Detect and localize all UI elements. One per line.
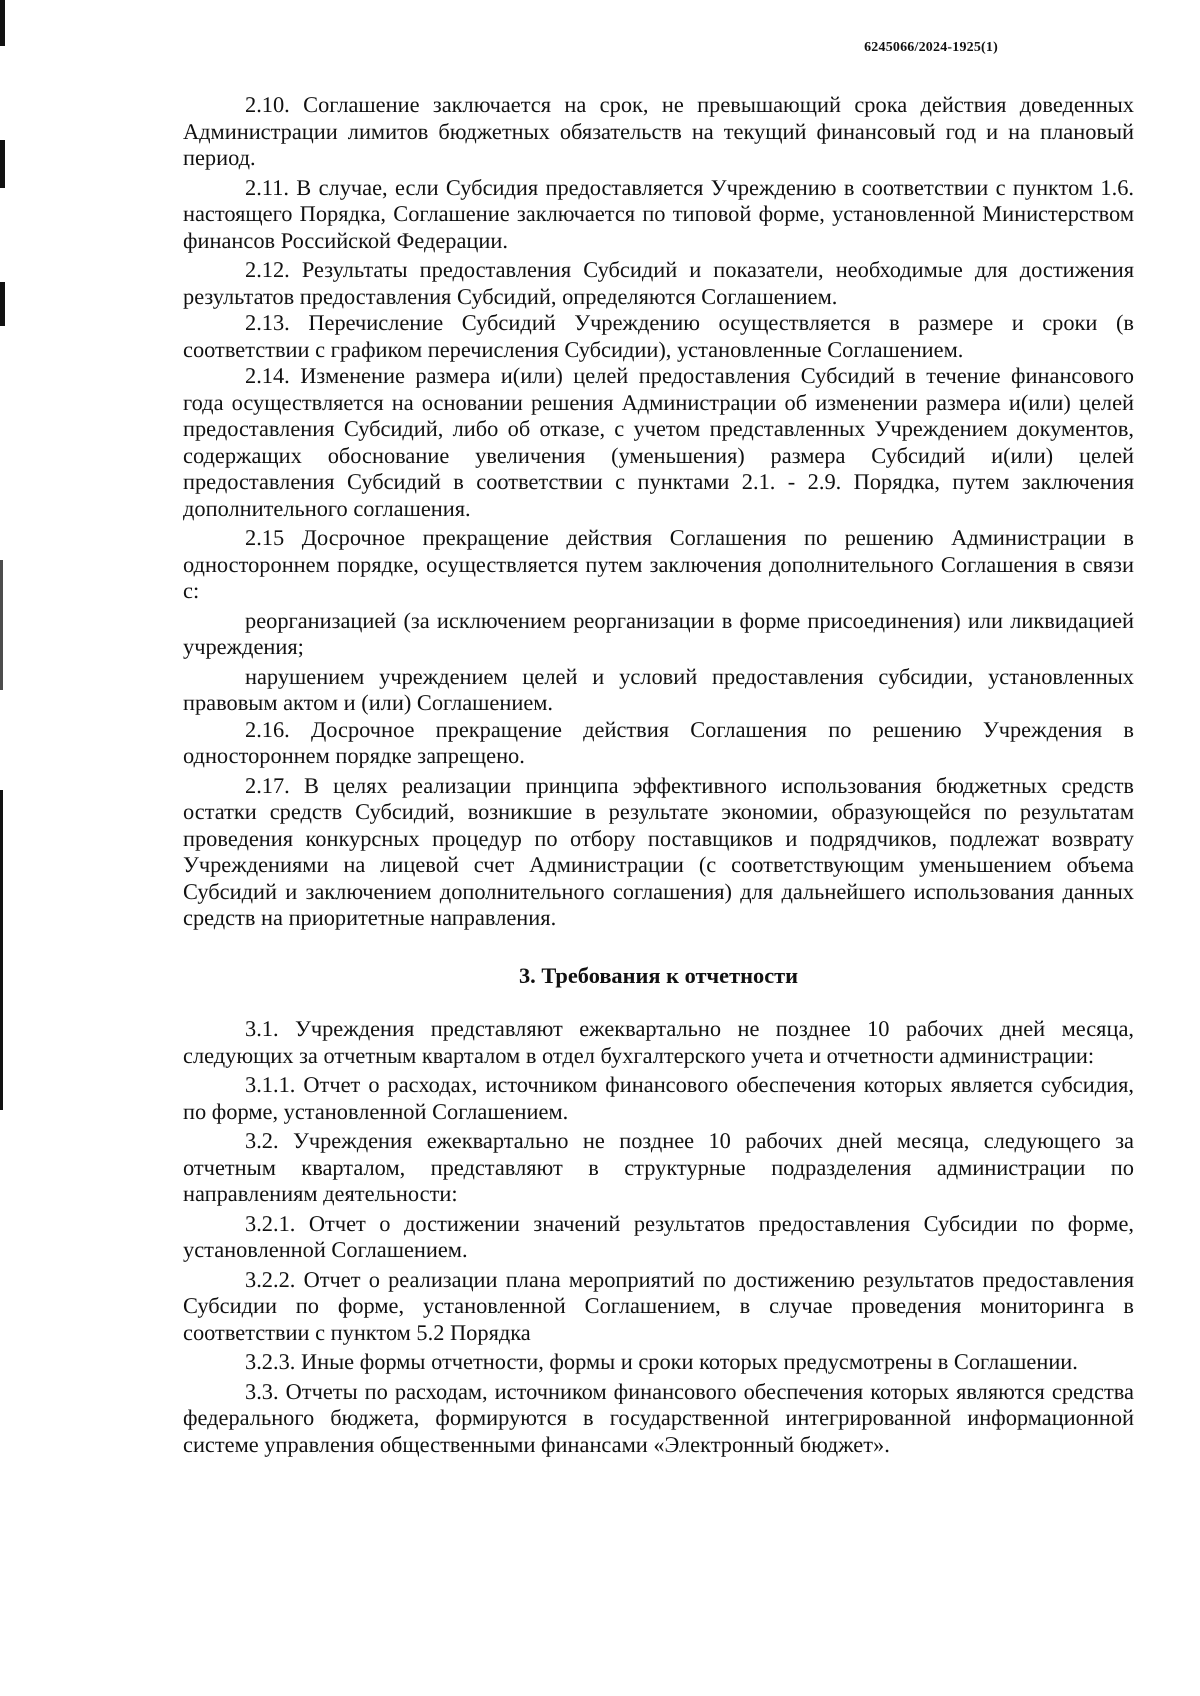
paragraph-2-15-item-1: реорганизацией (за исключением реорганизации в форме присоединения) или ликвидацией учреждения; xyxy=(183,607,1134,659)
paragraph-3-2-1: 3.2.1. Отчет о достижении значений результатов предоставления Субсидии по форме, установленной Соглашением. xyxy=(183,1210,1134,1262)
section-heading: 3. Требования к отчетности xyxy=(518,962,799,988)
paragraph-2-13: 2.13. Перечисление Субсидий Учреждению осуществляется в размере и сроки (в соответствии с графиком перечисления Субсидии), установленные Соглашением. xyxy=(183,310,1134,362)
paragraph-3-1-1: 3.1.1. Отчет о расходах, источником финансового обеспечения которых является субсидия, по форме, установленной Соглашением. xyxy=(183,1072,1134,1124)
scan-edge-mark xyxy=(0,140,5,188)
paragraph-3-2-2: 3.2.2. Отчет о реализации плана мероприятий по достижению результатов предоставления Субсидии по форме, установленной Соглашением, в случае проведения мониторинга в соответствии с пунктом 5.2 Порядка xyxy=(183,1266,1134,1345)
scan-edge-mark xyxy=(0,790,3,1110)
scan-edge-mark xyxy=(0,282,5,326)
paragraph-2-16: 2.16. Досрочное прекращение действия Соглашения по решению Учреждения в одностороннем порядке запрещено. xyxy=(183,716,1134,768)
paragraph-3-2: 3.2. Учреждения ежеквартально не позднее 10 рабочих дней месяца, следующего за отчетным кварталом, представляют в структурные подразделения администрации по направлениям деятельности: xyxy=(183,1128,1134,1206)
paragraph-3-2-3: 3.2.3. Иные формы отчетности, формы и сроки которых предусмотрены в Соглашении. xyxy=(245,1349,1078,1374)
paragraph-3-3: 3.3. Отчеты по расходам, источником финансового обеспечения которых являются средства федерального бюджета, формируются в государственной интегрированной информационной системе управления общественными финансами «Электронный бюджет». xyxy=(183,1378,1134,1457)
paragraph-3-1: 3.1. Учреждения представляют ежеквартально не позднее 10 рабочих дней месяца, следующих за отчетным кварталом в отдел бухгалтерского учета и отчетности администрации: xyxy=(183,1016,1134,1068)
paragraph-2-15: 2.15 Досрочное прекращение действия Соглашения по решению Администрации в одностороннем порядке, осуществляется путем заключения дополнительного Соглашения в связи с: xyxy=(183,525,1134,603)
paragraph-2-14: 2.14. Изменение размера и(или) целей предоставления Субсидий в течение финансового года осуществляется на основании решения Администрации об изменении размера и(или) целей предоставления Субсидий, либо об отказе, с учетом представленных Учреждением документов, содержащих обоснование увеличения (уменьшения) размера Субсидий и(или) целей предоставления Субсидий в соответствии с пунктами 2.1. - 2.9. Порядка, путем заключения дополнительного соглашения. xyxy=(183,363,1134,521)
document-body xyxy=(183,92,1134,1461)
paragraph-2-10: 2.10. Соглашение заключается на срок, не превышающий срока действия доведенных Администрации лимитов бюджетных обязательств на текущий финансовый год и на плановый период. xyxy=(183,92,1134,170)
scan-edge-mark xyxy=(0,0,5,46)
paragraph-2-17: 2.17. В целях реализации принципа эффективного использования бюджетных средств остатки средств Субсидий, возникшие в результате экономии, образующейся по результатам проведения конкурсных процедур по отбору поставщиков и подрядчиков, подлежат возврату Учреждениями на лицевой счет Администрации (с соответствующим уменьшением объема Субсидий и заключением дополнительного соглашения) для дальнейшего использования данных средств на приоритетные направления. xyxy=(183,772,1134,930)
document-number: 6245066/2024-1925(1) xyxy=(864,40,998,55)
paragraph-2-12: 2.12. Результаты предоставления Субсидий и показатели, необходимые для достижения результатов предоставления Субсидий, определяются Соглашением. xyxy=(183,257,1134,309)
paragraph-2-11: 2.11. В случае, если Субсидия предоставляется Учреждению в соответствии с пунктом 1.6. настоящего Порядка, Соглашение заключается по типовой форме, установленной Министерством финансов Российской Федерации. xyxy=(183,174,1134,253)
scan-edge-mark xyxy=(0,560,3,690)
paragraph-2-15-item-2: нарушением учреждением целей и условий предоставления субсидии, установленных правовым актом и (или) Соглашением. xyxy=(183,663,1134,715)
